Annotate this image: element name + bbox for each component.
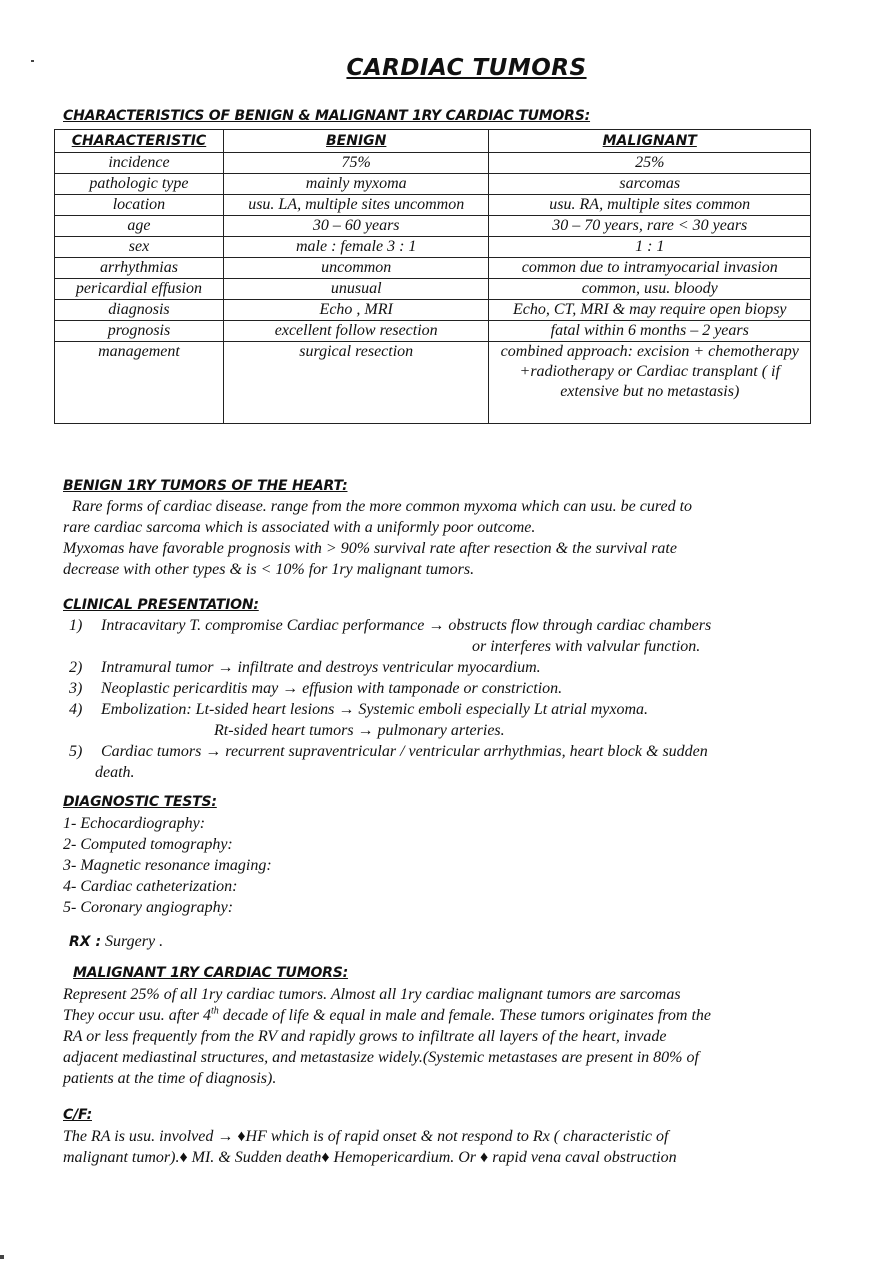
diagnostic-heading: DIAGNOSTIC TESTS: [63,794,217,810]
table-cell: pathologic type [55,174,224,195]
table-cell: Echo , MRI [223,300,489,321]
clinical-item [69,615,711,636]
column-header: BENIGN [223,130,489,153]
diagnostic-item: 3- Magnetic resonance imaging: [63,857,272,874]
table-cell: pericardial effusion [55,279,224,300]
table-cell: sarcomas [489,174,811,195]
table-cell: 25% [489,153,811,174]
clinical-heading: CLINICAL PRESENTATION: [63,597,259,613]
item-text: Neoplastic pericarditis may → effusion with tamponade or constriction. [101,680,563,697]
table-cell: 75% [223,153,489,174]
item-number: 3) [69,680,83,697]
table-heading: CHARACTERISTICS OF BENIGN & MALIGNANT 1RY CARDIAC TUMORS: [63,108,591,124]
item-number: 1) [69,617,83,634]
table-cell: usu. RA, multiple sites common [489,195,811,216]
clinical-item [69,699,648,720]
benign-line: Rare forms of cardiac disease. range from the more common myxoma which can usu. be cured to [72,498,693,515]
table-row [55,342,811,424]
malignant-heading: MALIGNANT 1RY CARDIAC TUMORS: [73,965,349,981]
cf-heading: C/F: [63,1107,92,1123]
table-cell: common due to intramyocarial invasion [489,258,811,279]
table-cell: management [55,342,224,424]
diagnostic-item: 1- Echocardiography: [63,815,206,832]
malignant-line: RA or less frequently from the RV and rapidly grows to infiltrate all layers of the heart, invade [63,1028,667,1045]
table-cell: incidence [55,153,224,174]
malignant-line: Represent 25% of all 1ry cardiac tumors. Almost all 1ry cardiac malignant tumors are sarcomas [63,986,681,1003]
malignant-line-text: They occur usu. after 4 [63,1007,211,1024]
item-text: Cardiac tumors → recurrent supraventricular / ventricular arrhythmias, heart block & sudden [101,743,708,760]
table-cell: arrhythmias [55,258,224,279]
table-row [55,216,811,237]
table-cell: location [55,195,224,216]
rx-line [69,931,163,953]
table-row [55,300,811,321]
clinical-item-continuation: Rt-sided heart tumors → pulmonary arteries. [214,722,505,739]
table-row [55,237,811,258]
superscript: th [210,1005,219,1017]
table-cell: surgical resection [223,342,489,424]
characteristics-table [54,129,811,424]
table-header-row [55,130,811,153]
table-row [55,279,811,300]
item-text: Intracavitary T. compromise Cardiac performance → obstructs flow through cardiac chambers [101,617,712,634]
scan-speck [0,1255,4,1259]
benign-heading: BENIGN 1RY TUMORS OF THE HEART: [63,478,348,494]
item-number: 2) [69,659,83,676]
cf-line: The RA is usu. involved → ♦HF which is of rapid onset & not respond to Rx ( characteristic of [63,1128,669,1145]
item-number: 5) [69,743,83,760]
table-cell: usu. LA, multiple sites uncommon [223,195,489,216]
table-cell: 1 : 1 [489,237,811,258]
table-cell: common, usu. bloody [489,279,811,300]
diagnostic-item: 5- Coronary angiography: [63,899,234,916]
table-cell: combined approach: excision + chemotherapy +radiotherapy or Cardiac transplant ( if extensive but no metastasis) [489,342,811,424]
item-text: Embolization: Lt-sided heart lesions → Systemic emboli especially Lt atrial myxoma. [101,701,649,718]
table-cell: sex [55,237,224,258]
benign-line: decrease with other types & is < 10% for 1ry malignant tumors. [63,561,475,578]
table-cell: uncommon [223,258,489,279]
malignant-line: adjacent mediastinal structures, and metastasize widely.(Systemic metastases are present in 80% of [63,1049,699,1066]
rx-label: RX : [69,934,102,950]
diagnostic-item: 2- Computed tomography: [63,836,233,853]
page-title: CARDIAC TUMORS [346,55,587,81]
item-text: Intramural tumor → infiltrate and destroys ventricular myocardium. [101,659,541,676]
table-row [55,321,811,342]
clinical-item-continuation: or interferes with valvular function. [472,638,701,655]
clinical-item [69,741,708,762]
table-cell: 30 – 70 years, rare < 30 years [489,216,811,237]
column-header: MALIGNANT [489,130,811,153]
table-row [55,153,811,174]
column-header: CHARACTERISTIC [55,130,224,153]
clinical-item [69,657,541,678]
malignant-line [63,1005,711,1026]
clinical-item [69,678,562,699]
table-cell: prognosis [55,321,224,342]
benign-line: rare cardiac sarcoma which is associated with a uniformly poor outcome. [63,519,536,536]
table-cell: age [55,216,224,237]
table-cell: mainly myxoma [223,174,489,195]
table-cell: fatal within 6 months – 2 years [489,321,811,342]
table-cell: Echo, CT, MRI & may require open biopsy [489,300,811,321]
table-cell: unusual [223,279,489,300]
table-cell: diagnosis [55,300,224,321]
table-cell: male : female 3 : 1 [223,237,489,258]
table-row [55,174,811,195]
diagnostic-item: 4- Cardiac catheterization: [63,878,238,895]
malignant-line: patients at the time of diagnosis). [63,1070,277,1087]
benign-line: Myxomas have favorable prognosis with > 90% survival rate after resection & the survival rate [63,540,677,557]
table-row [55,195,811,216]
cf-line: malignant tumor).♦ MI. & Sudden death♦ Hemopericardium. Or ♦ rapid vena caval obstruction [63,1149,677,1166]
table-cell: 30 – 60 years [223,216,489,237]
table-cell: excellent follow resection [223,321,489,342]
table-row [55,258,811,279]
item-number: 4) [69,701,83,718]
malignant-line-text: decade of life & equal in male and female. These tumors originates from the [218,1007,711,1024]
clinical-item-continuation: death. [95,764,135,781]
rx-text: Surgery . [105,933,164,950]
